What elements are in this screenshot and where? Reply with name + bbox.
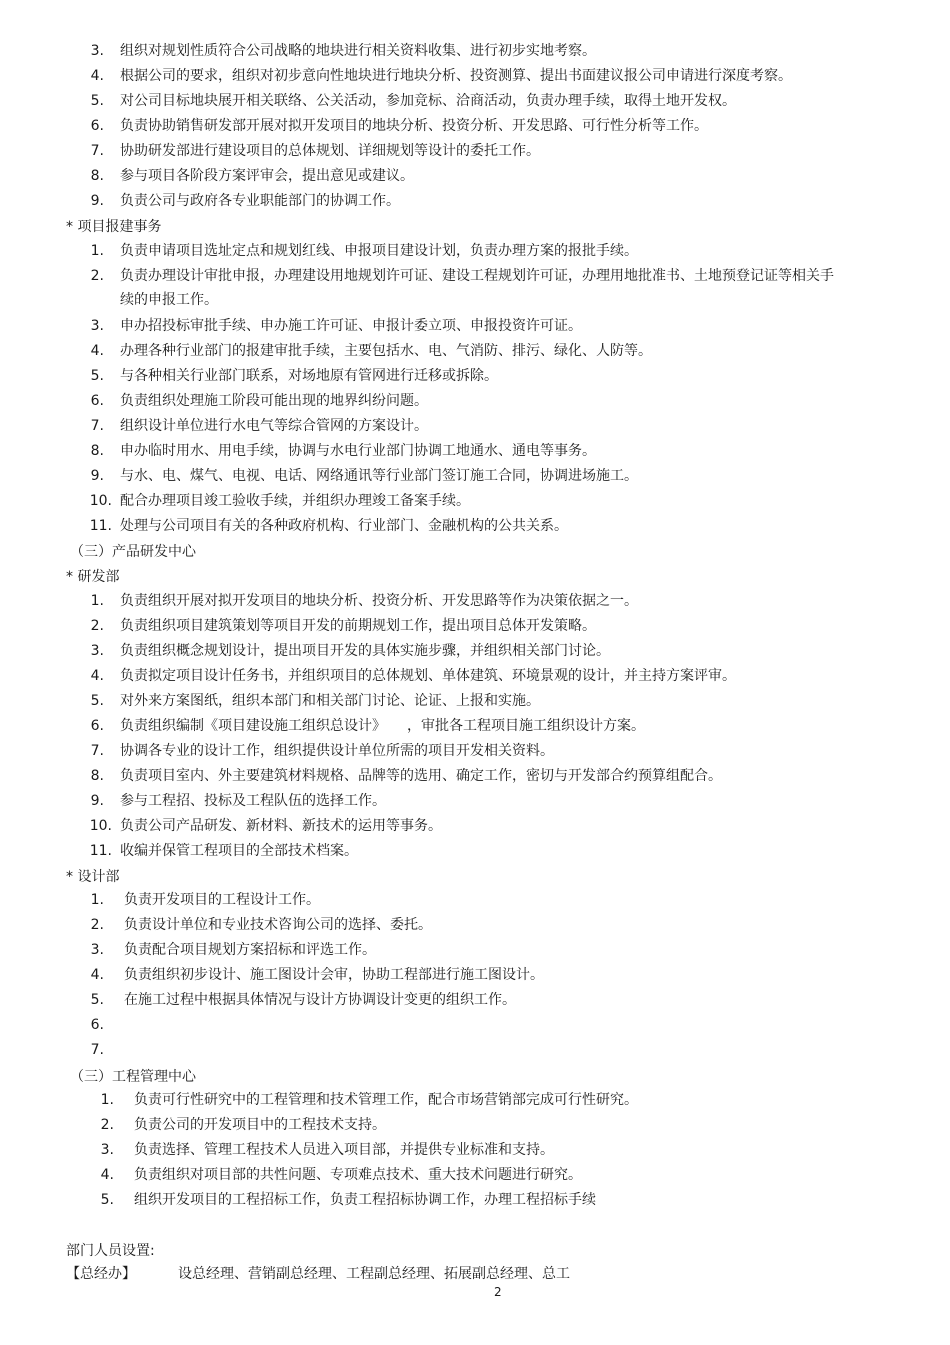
item-number: 7. bbox=[90, 743, 104, 759]
item-number: 2. bbox=[90, 268, 104, 284]
item-text: 在施工过程中根据具体情况与设计方协调设计变更的组织工作。 bbox=[124, 992, 516, 1008]
item-text: 办理各种行业部门的报建审批手续，主要包括水、电、气消防、排污、绿化、人防等。 bbox=[120, 343, 652, 359]
item-text: 与各种相关行业部门联系，对场地原有管网进行迁移或拆除。 bbox=[120, 368, 498, 384]
item-text: 负责组织对项目部的共性问题、专项难点技术、重大技术问题进行研究。 bbox=[134, 1167, 582, 1183]
item-text: 负责配合项目规划方案招标和评选工作。 bbox=[124, 942, 376, 958]
page-number: 2 bbox=[494, 1285, 502, 1299]
item-number: 8. bbox=[90, 443, 104, 459]
item-number: 9. bbox=[90, 193, 104, 209]
item-number: 4. bbox=[100, 1167, 114, 1183]
item-number: 3. bbox=[100, 1142, 114, 1158]
item-text: 负责办理设计审批申报，办理建设用地规划许可证、建设工程规划许可证，办理用地批准书、土地预登记证等相关手续的申报工作。 bbox=[120, 268, 834, 308]
item-number: 4. bbox=[90, 68, 104, 84]
staff-text: 设总经理、营销副总经理、工程副总经理、拓展副总经理、总工 bbox=[178, 1266, 570, 1282]
item-text: 根据公司的要求，组织对初步意向性地块进行地块分析、投资测算、提出书面建议报公司申请进行深度考察。 bbox=[120, 68, 792, 84]
item-number: 1. bbox=[90, 593, 104, 609]
item-text: 处理与公司项目有关的各种政府机构、行业部门、金融机构的公共关系。 bbox=[120, 518, 568, 534]
item-text: 负责设计单位和专业技术咨询公司的选择、委托。 bbox=[124, 917, 432, 933]
item-text: 收编并保管工程项目的全部技术档案。 bbox=[120, 843, 358, 859]
item-number: 1. bbox=[100, 1092, 114, 1108]
item-text: 组织对规划性质符合公司战略的地块进行相关资料收集、进行初步实地考察。 bbox=[120, 43, 596, 59]
item-number: 6. bbox=[90, 118, 104, 134]
item-number: 2. bbox=[90, 618, 104, 634]
item-number: 1. bbox=[90, 243, 104, 259]
item-number: 2. bbox=[100, 1117, 114, 1133]
item-number: 3. bbox=[90, 942, 104, 958]
item-text: 负责组织处理施工阶段可能出现的地界纠纷问题。 bbox=[120, 393, 428, 409]
item-number: 4. bbox=[90, 343, 104, 359]
staff-title: 部门人员设置: bbox=[66, 1243, 155, 1259]
item-text: 参与工程招、投标及工程队伍的选择工作。 bbox=[120, 793, 386, 809]
item-text: 负责项目室内、外主要建筑材料规格、品牌等的选用、确定工作，密切与开发部合约预算组配合。 bbox=[120, 768, 722, 784]
item-number: 7. bbox=[90, 1042, 104, 1058]
item-number: 3. bbox=[90, 318, 104, 334]
item-text: 负责组织编制《项目建设施工组织总设计》 ，审批各工程项目施工组织设计方案。 bbox=[120, 718, 645, 734]
item-number: 8. bbox=[90, 168, 104, 184]
section-heading: * 研发部 bbox=[66, 569, 120, 585]
item-number: 10. bbox=[89, 818, 112, 834]
item-text: 负责开发项目的工程设计工作。 bbox=[124, 892, 320, 908]
item-text: 负责拟定项目设计任务书，并组织项目的总体规划、单体建筑、环境景观的设计，并主持方案评审。 bbox=[120, 668, 736, 684]
item-text: 负责选择、管理工程技术人员进入项目部，并提供专业标准和支持。 bbox=[134, 1142, 554, 1158]
item-text: 负责组织概念规划设计，提出项目开发的具体实施步骤，并组织相关部门讨论。 bbox=[120, 643, 610, 659]
item-text: 对公司目标地块展开相关联络、公关活动，参加竞标、洽商活动，负责办理手续，取得土地开发权。 bbox=[120, 93, 736, 109]
item-number: 11. bbox=[89, 843, 112, 859]
item-text: 申办临时用水、用电手续，协调与水电行业部门协调工地通水、通电等事务。 bbox=[120, 443, 596, 459]
item-text: 负责公司的开发项目中的工程技术支持。 bbox=[134, 1117, 386, 1133]
item-text: 负责可行性研究中的工程管理和技术管理工作，配合市场营销部完成可行性研究。 bbox=[134, 1092, 638, 1108]
item-text: 负责公司产品研发、新材料、新技术的运用等事务。 bbox=[120, 818, 442, 834]
item-text: 组织设计单位进行水电气等综合管网的方案设计。 bbox=[120, 418, 428, 434]
item-number: 4. bbox=[90, 668, 104, 684]
section-heading: （三）工程管理中心 bbox=[70, 1069, 196, 1085]
item-text: 负责协助销售研发部开展对拟开发项目的地块分析、投资分析、开发思路、可行性分析等工作。 bbox=[120, 118, 708, 134]
item-number: 11. bbox=[89, 518, 112, 534]
item-number: 5. bbox=[90, 368, 104, 384]
item-number: 5. bbox=[90, 693, 104, 709]
staff-label: 【总经办】 bbox=[66, 1266, 136, 1282]
item-number: 10. bbox=[89, 493, 112, 509]
item-number: 4. bbox=[90, 967, 104, 983]
item-number: 5. bbox=[100, 1192, 114, 1208]
item-text: 负责申请项目选址定点和规划红线、申报项目建设计划，负责办理方案的报批手续。 bbox=[120, 243, 638, 259]
item-text: 申办招投标审批手续、申办施工许可证、申报计委立项、申报投资许可证。 bbox=[120, 318, 582, 334]
item-text: 协调各专业的设计工作，组织提供设计单位所需的项目开发相关资料。 bbox=[120, 743, 554, 759]
item-number: 3. bbox=[90, 43, 104, 59]
item-number: 7. bbox=[90, 418, 104, 434]
item-number: 3. bbox=[90, 643, 104, 659]
item-number: 5. bbox=[90, 992, 104, 1008]
section-heading: * 设计部 bbox=[66, 869, 120, 885]
item-number: 7. bbox=[90, 143, 104, 159]
item-number: 8. bbox=[90, 768, 104, 784]
item-number: 1. bbox=[90, 892, 104, 908]
item-number: 6. bbox=[90, 393, 104, 409]
item-text: 组织开发项目的工程招标工作，负责工程招标协调工作，办理工程招标手续 bbox=[134, 1192, 596, 1208]
item-text: 负责公司与政府各专业职能部门的协调工作。 bbox=[120, 193, 400, 209]
item-number: 5. bbox=[90, 93, 104, 109]
item-text: 与水、电、煤气、电视、电话、网络通讯等行业部门签订施工合同，协调进场施工。 bbox=[120, 468, 638, 484]
item-text: 负责组织初步设计、施工图设计会审，协助工程部进行施工图设计。 bbox=[124, 967, 544, 983]
item-text: 参与项目各阶段方案评审会，提出意见或建议。 bbox=[120, 168, 414, 184]
item-text: 协助研发部进行建设项目的总体规划、详细规划等设计的委托工作。 bbox=[120, 143, 540, 159]
item-number: 9. bbox=[90, 468, 104, 484]
item-text: 配合办理项目竣工验收手续，并组织办理竣工备案手续。 bbox=[120, 493, 470, 509]
item-number: 2. bbox=[90, 917, 104, 933]
item-number: 9. bbox=[90, 793, 104, 809]
item-number: 6. bbox=[90, 1017, 104, 1033]
item-number: 6. bbox=[90, 718, 104, 734]
section-heading: （三）产品研发中心 bbox=[70, 544, 196, 560]
section-heading: * 项目报建事务 bbox=[66, 219, 162, 235]
item-text: 负责组织开展对拟开发项目的地块分析、投资分析、开发思路等作为决策依据之一。 bbox=[120, 593, 638, 609]
item-text: 对外来方案图纸，组织本部门和相关部门讨论、论证、上报和实施。 bbox=[120, 693, 540, 709]
item-text: 负责组织项目建筑策划等项目开发的前期规划工作，提出项目总体开发策略。 bbox=[120, 618, 596, 634]
